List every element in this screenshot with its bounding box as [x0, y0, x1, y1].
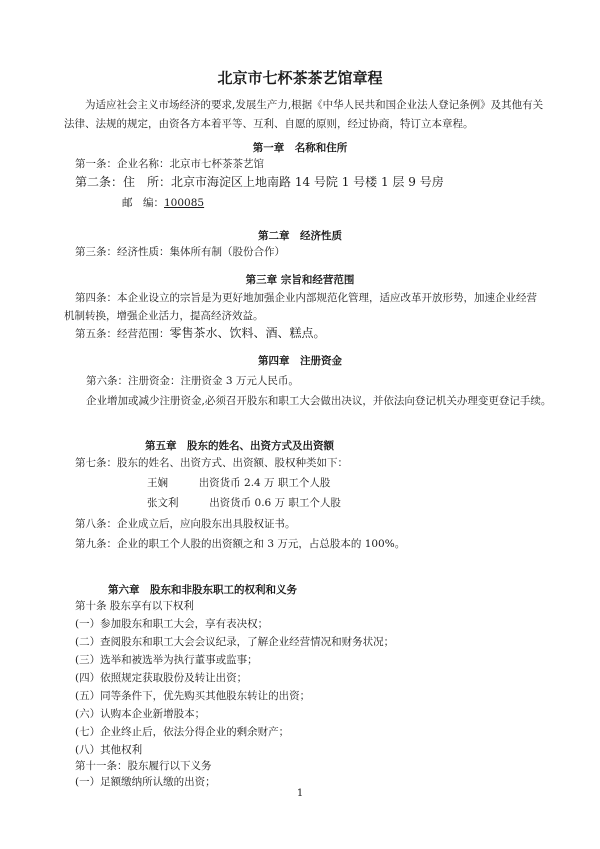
shareholder-name: 王娴: [147, 477, 168, 489]
article-11: 第十一条：股东履行以下义务: [75, 760, 212, 772]
list-item: (一）参加股东和职工大会，享有表决权；: [75, 618, 269, 630]
article-9: 第九条：企业的职工个人股的出资额之和 3 万元，占总股本的 100%。: [75, 538, 406, 550]
shareholder-share-type: 职工个人股: [288, 497, 341, 509]
postal-code-label: 邮 编：: [122, 197, 164, 209]
article-6: 第六条：注册资金：注册资金 3 万元人民币。: [86, 375, 299, 387]
article-7: 第七条：股东的姓名、出资方式、出资额、股权种类如下：: [75, 457, 348, 469]
shareholder-row: [147, 497, 341, 509]
chapter-3-heading: 第三章 宗旨和经营范围: [245, 274, 355, 286]
article-3: 第三条：经济性质：集体所有制（股份合作）: [75, 246, 285, 258]
shareholder-contribution: 出资货币 2.4 万: [198, 477, 275, 489]
article-10: 第十条 股东享有以下权利: [75, 600, 194, 612]
list-item: (八）其他权利: [75, 744, 143, 756]
article-4-line-2: 机制转换，增强企业活力，提高经济效益。: [64, 310, 264, 322]
article-5: [75, 327, 326, 341]
article-2: 第二条：住 所：北京市海淀区上地南路 14 号院 1 号楼 1 层 9 号房: [75, 175, 444, 189]
shareholder-share-type: 职工个人股: [277, 477, 331, 489]
article-8: 第八条：企业成立后，应向股东出具股权证书。: [75, 518, 296, 530]
list-item: (六）认购本企业新增股本；: [75, 708, 206, 720]
list-item: (三）选举和被选举为执行董事或监事；: [75, 654, 258, 666]
article-5-label: 第五条：经营范围：: [75, 328, 170, 340]
document-title: 北京市七杯茶茶艺馆章程: [217, 69, 383, 87]
list-item: (七）企业终止后，依法分得企业的剩余财产；: [75, 726, 290, 738]
article-4-line-1: 第四条：本企业设立的宗旨是为更好地加强企业内部规范化管理，适应改革开放形势，加速企业经营: [75, 292, 537, 304]
capital-change-note: 企业增加或减少注册资金,必须召开股东和职工大会做出决议，并依法向登记机关办理变更登记手续。: [86, 395, 552, 407]
postal-code-row: [122, 197, 204, 209]
shareholder-name: 张文利: [147, 497, 179, 509]
article-1: 第一条：企业名称：北京市七杯茶茶艺馆: [75, 158, 264, 170]
preamble: 为适应社会主义市场经济的要求,发展生产力,根据《中华人民共和国企业法人登记条例》及其他有关法律、法规的规定，由资各方本着平等、互利、自愿的原则，经过协商，特订立本章程。: [64, 99, 544, 130]
list-item: (四）依照规定获取股份及转让出资；: [75, 672, 248, 684]
chapter-4-heading: 第四章 注册资金: [258, 355, 342, 367]
chapter-5-heading: 第五章 股东的姓名、出资方式及出资额: [145, 440, 334, 452]
postal-code-value: 100085: [164, 197, 205, 209]
chapter-6-heading: 第六章 股东和非股东职工的权利和义务: [108, 584, 297, 596]
business-scope: 零售茶水、饮料、酒、糕点。: [169, 326, 326, 340]
chapter-1-heading: 第一章 名称和住所: [252, 142, 348, 154]
chapter-2-heading: 第二章 经济性质: [258, 230, 342, 242]
list-item: (二）查阅股东和职工大会会议纪录，了解企业经营情况和财务状况；: [75, 636, 395, 648]
list-item: (五）同等条件下，优先购买其他股东转让的出资；: [75, 690, 311, 702]
list-item: (一）足额缴纳所认缴的出资；: [75, 776, 216, 788]
page-number: 1: [296, 788, 304, 799]
shareholder-contribution: 出资货币 0.6 万: [209, 497, 286, 509]
shareholder-row: [147, 477, 330, 489]
